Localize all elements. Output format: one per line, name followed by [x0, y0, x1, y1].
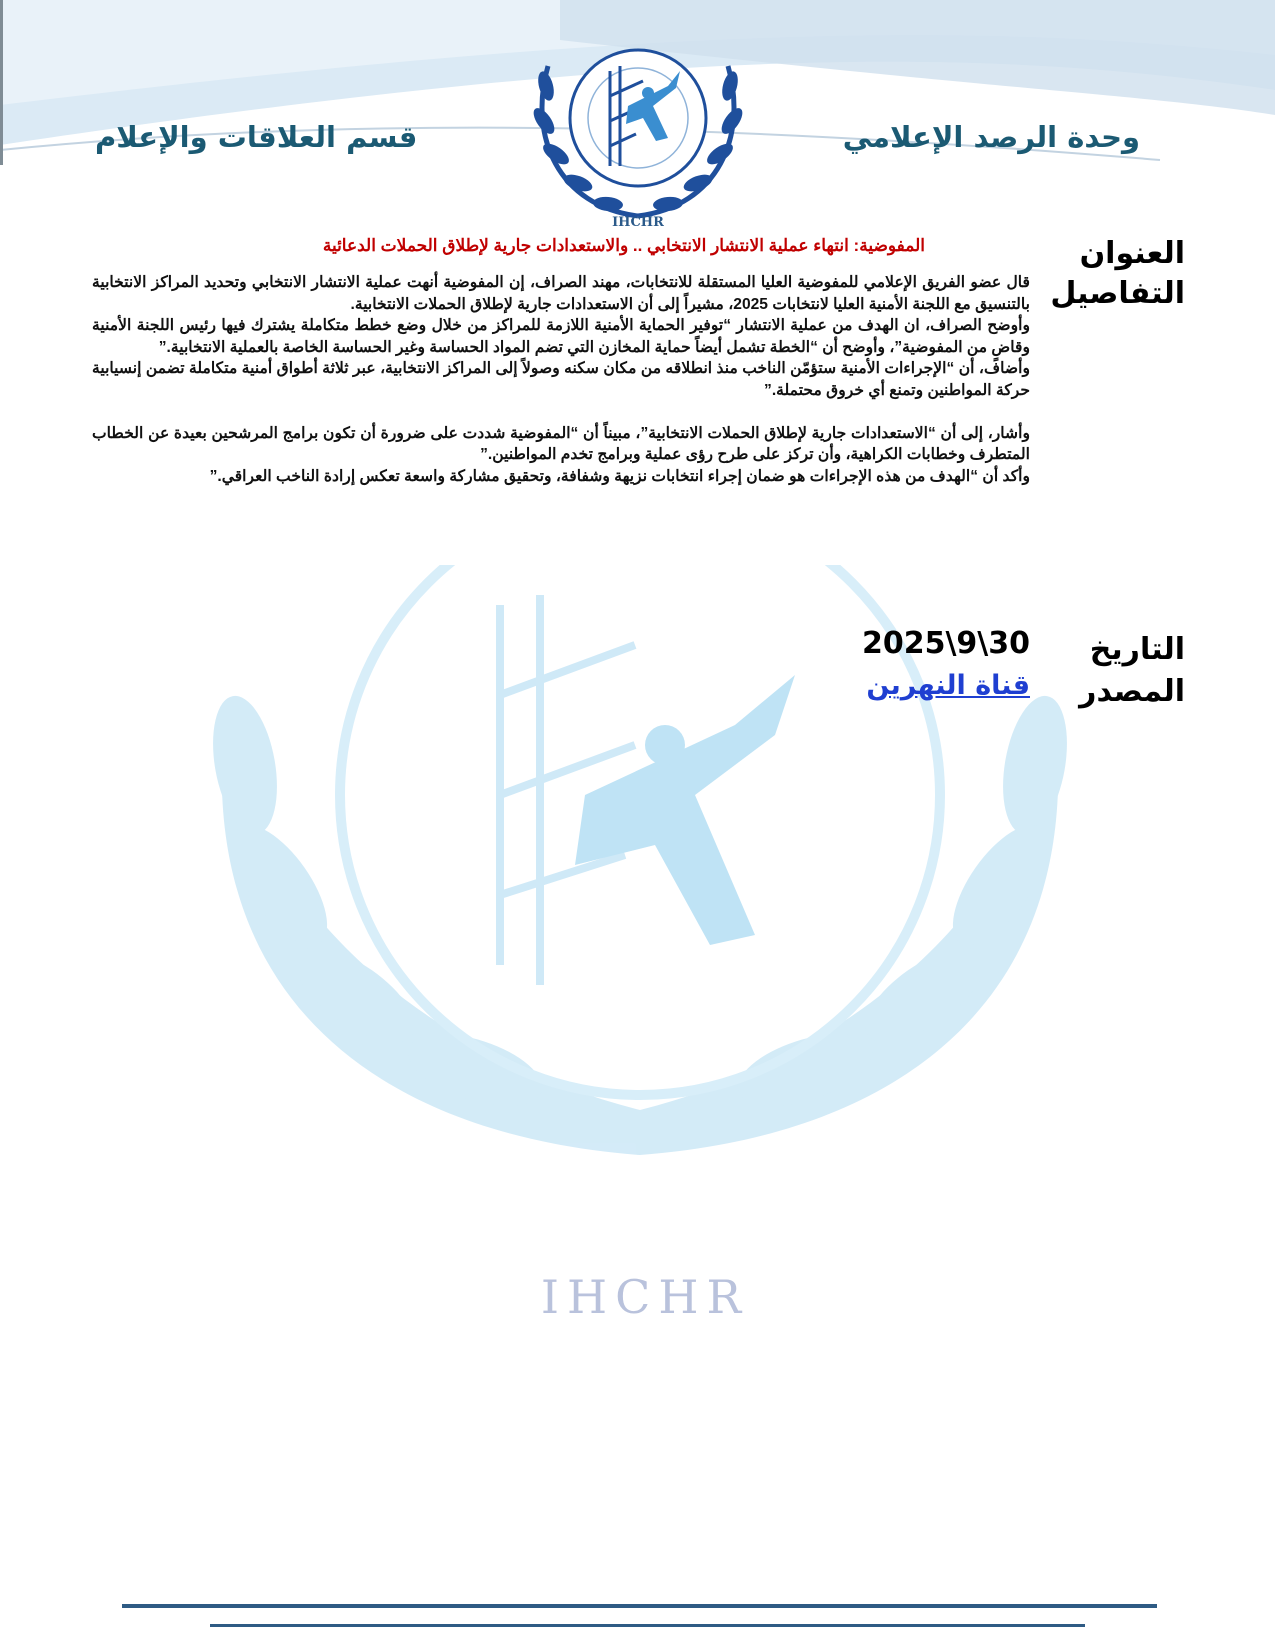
footer-rule-top — [122, 1604, 1157, 1608]
article-headline: المفوضية: انتهاء عملية الانتشار الانتخابي .. والاستعدادات جارية لإطلاق الحملات الدعائية — [322, 236, 925, 255]
details-paragraph: وأوضح الصراف، ان الهدف من عملية الانتشار “توفير الحماية الأمنية اللازمة للمراكز من خلال وضع خطط متكاملة يشترك فيها رئيس اللجنة الأمنية وقاضٍ من المفوضية”، وأوضح أن “الخطة تشمل أيضاً حماية المخازن التي تضم المواد الحساسة وغير الحساسة الخاصة بالعملية الانتخابية.” — [92, 317, 1030, 356]
article-date: 2025\9\30 — [861, 626, 1030, 661]
watermark-caption: IHCHR — [540, 1270, 750, 1324]
date-label: التاريخ — [1089, 632, 1185, 667]
logo-caption: IHCHR — [612, 215, 664, 230]
details-label: التفاصيل — [1050, 276, 1185, 311]
details-paragraph: وأكد أن “الهدف من هذه الإجراءات هو ضمان إجراء انتخابات نزيهة وشفافة، وتحقيق مشاركة واسعة تعكس إرادة الناخب العراقي.” — [209, 467, 1030, 485]
source-label: المصدر — [1079, 674, 1185, 709]
details-paragraph: وأضاف، أن “الإجراءات الأمنية ستؤمّن الناخب منذ انطلاقه من مكان سكنه وصولاً إلى المراكز الانتخابية، عبر ثلاثة أطواق أمنية متكاملة تضمن إنسيابية حركة المواطنين وتمنع أي خروق محتملة.” — [92, 360, 1030, 399]
header-left-edge — [0, 0, 3, 165]
details-paragraph: قال عضو الفريق الإعلامي للمفوضية العليا المستقلة للانتخابات، مهند الصراف، إن المفوضية أنهت عملية الانتشار الانتخابي وتحديد المراكز الانتخابية بالتنسيق مع اللجنة الأمنية العليا لانتخابات 2025، مشيراً إلى أن الاستعدادات جارية لإطلاق الحملات الانتخابية. — [92, 274, 1030, 313]
unit-name-heading: وحدة الرصد الإعلامي — [842, 120, 1140, 154]
article-details — [92, 272, 1030, 487]
ihchr-logo — [518, 26, 758, 226]
source-link[interactable]: قناة النهرين — [866, 670, 1030, 701]
details-paragraph: وأشار، إلى أن “الاستعدادات جارية لإطلاق الحملات الانتخابية”، مبيناً أن “المفوضية شددت على ضرورة أن تكون برامج المرشحين بعيدة عن الخطاب المتطرف وخطابات الكراهية، وأن تركز على طرح رؤى عملية وبرامج تخدم المواطنين.” — [92, 424, 1030, 464]
footer-rule-bottom — [210, 1624, 1085, 1627]
department-name-heading: قسم العلاقات والإعلام — [95, 120, 418, 154]
title-label: العنوان — [1079, 236, 1185, 271]
